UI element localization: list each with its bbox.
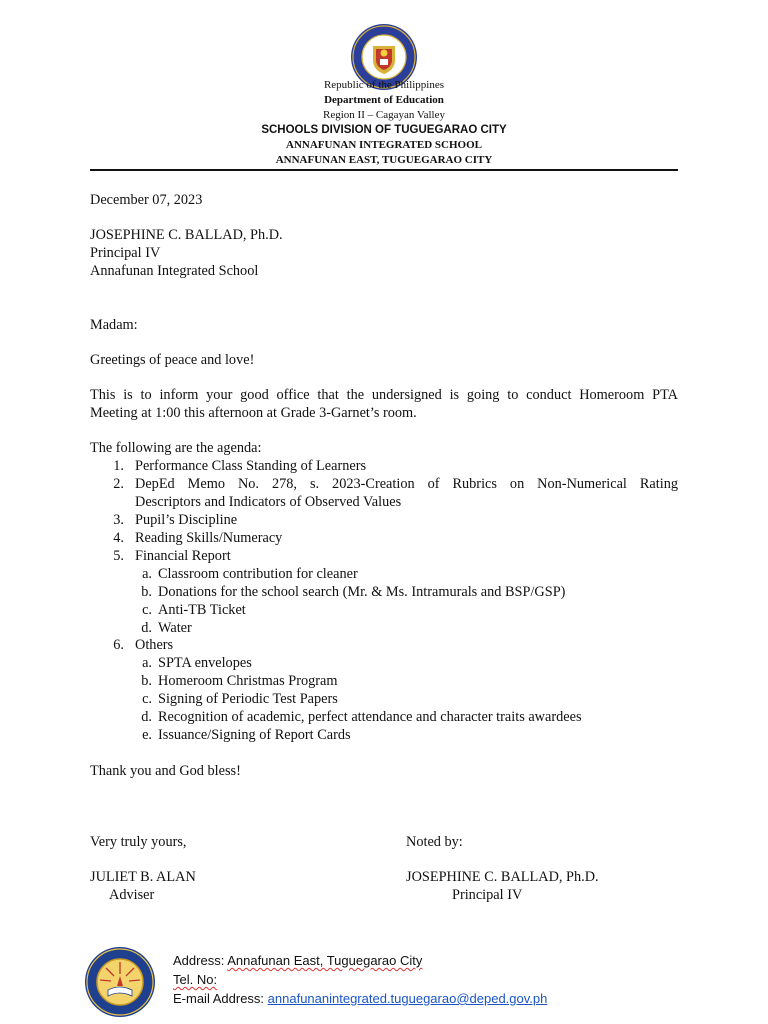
closing-line: Thank you and God bless!: [90, 763, 241, 779]
footer-email: E-mail Address: annafunanintegrated.tuguegarao@deped.gov.ph: [173, 991, 548, 1006]
email-link[interactable]: annafunanintegrated.tuguegarao@deped.gov.ph: [267, 991, 548, 1006]
salutation: Madam:: [90, 317, 138, 333]
recipient-school: Annafunan Integrated School: [90, 263, 259, 279]
noter-name: JOSEPHINE C. BALLAD, Ph.D.: [406, 869, 599, 885]
recipient-title: Principal IV: [90, 245, 161, 261]
division-line: SCHOOLS DIVISION OF TUGUEGARAO CITY: [261, 124, 507, 136]
header-divider: [90, 169, 678, 171]
footer-tel: Tel. No:: [173, 972, 218, 987]
location-line: ANNAFUNAN EAST, TUGUEGARAO CITY: [275, 154, 493, 166]
footer-address: Address: Annafunan East, Tuguegarao City: [173, 953, 423, 968]
list-item: 2. DepEd Memo No. 278, s. 2023-Creation of Rubrics on Non-Numerical Rating Descriptors and Indicators of Observed Values: [113, 476, 678, 510]
body-line-2: Meeting at 1:00 this afternoon at Grade 3-Garnet’s room.: [90, 405, 417, 421]
greeting: Greetings of peace and love!: [90, 352, 255, 368]
school-logo-icon: [84, 946, 156, 1018]
noter-title: Principal IV: [452, 887, 523, 903]
sender-title: Adviser: [109, 887, 155, 903]
letter-date: December 07, 2023: [90, 192, 203, 208]
school-line: ANNAFUNAN INTEGRATED SCHOOL: [286, 139, 482, 151]
body-line-1: This is to inform your good office that the undersigned is going to conduct Homeroom PTA: [90, 387, 678, 403]
noted-by-label: Noted by:: [406, 834, 463, 850]
valediction: Very truly yours,: [90, 834, 187, 850]
agenda-intro: The following are the agenda:: [90, 440, 262, 456]
address-value: Annafunan East, Tuguegarao City: [227, 953, 423, 968]
sender-name: JULIET B. ALAN: [90, 869, 196, 885]
recipient-name: JOSEPHINE C. BALLAD, Ph.D.: [90, 227, 283, 243]
department-line: Department of Education: [324, 94, 444, 106]
republic-line: Republic of the Philippines: [323, 79, 445, 91]
region-line: Region II – Cagayan Valley: [323, 109, 445, 121]
